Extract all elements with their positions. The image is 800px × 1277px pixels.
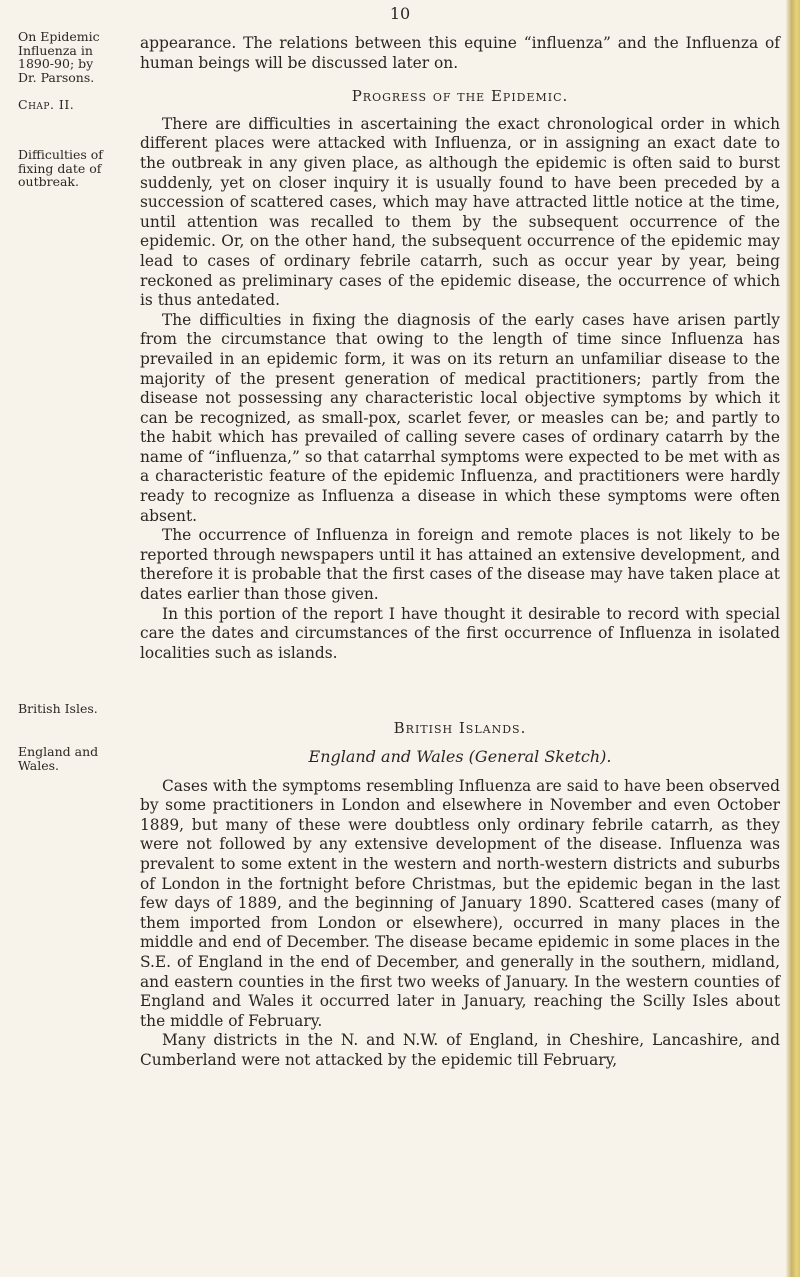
running-side-note: [18, 30, 118, 84]
page-gilt-edge: [786, 0, 800, 1277]
paragraph-difficulties: There are difficulties in ascertaining the exact chronological order in which different places were attacked with Influenza, or in assigning an exact date to the outbreak in any given place, as although the epidemic is often said to burst suddenly, yet on closer inquiry it is usually found to have been preceded by a succession of scattered cases, which may have attracted little notice at the time, until attention was recalled to them by the subsequent occurrence of the epidemic. Or, on the other hand, the subsequent occurrence of the epidemic may lead to cases of ordinary febrile catarrh, such as occur year by year, being reckoned as preliminary cases of the epidemic disease, the occurrence of which is thus antedated.: [140, 114, 780, 310]
main-text: [140, 34, 780, 1071]
paragraph-diagnosis: The difficulties in fixing the diagnosis of the early cases have arisen partly from the circumstance that owing to the length of time since Influenza has prevailed in an epidemic form, it was on its return an unfamiliar disease to the majority of the present generation of medical practitioners; partly from the disease not possessing any characteristic local objective symptoms by which it can be recognized, as small-pox, scarlet fever, or measles can be; and partly to the habit which has prevailed of calling severe cases of ordinary catarrh by the name of “influenza,” so that catarrhal symptoms were expected to be met with as a characteristic feature of the epidemic Influenza, and practitioners were hardly ready to recognize as Influenza a disease in which these symptoms were often absent.: [140, 310, 780, 525]
subheading-england-wales: England and Wales (General Sketch).: [308, 747, 612, 766]
section-heading-progress: Progress of the Epidemic.: [351, 87, 569, 106]
side-note-line: 1890-90; by: [18, 56, 94, 71]
side-note-line: Influenza in: [18, 42, 93, 58]
difficulties-side-note: [18, 148, 118, 189]
side-note-line: Difficulties of: [18, 147, 103, 162]
side-note-line: fixing date of: [18, 160, 102, 176]
paragraph-foreign-places: The occurrence of Influenza in foreign and remote places is not likely to be reported through newspapers until it has attained an extensive development, and therefore it is probable that the first cases of the disease may have taken place at dates earlier than those given.: [140, 526, 780, 604]
england-wales-side-note: [18, 745, 118, 772]
side-note-line: On Epidemic: [18, 29, 100, 44]
page-number: 10: [389, 4, 411, 23]
paragraph-isolated-localities: In this portion of the report I have thought it desirable to record with special care the dates and circumstances of the first occurrence of Influenza in isolated localities such as islands.: [140, 604, 780, 662]
section-heading-british-islands: British Islands.: [393, 719, 527, 738]
paragraph-northern-districts: Many districts in the N. and N.W. of England, in Cheshire, Lancashire, and Cumberland were not attacked by the epidemic till February,: [140, 1031, 780, 1069]
paragraph-england-sketch: Cases with the symptoms resembling Influenza are said to have been observed by some practitioners in London and elsewhere in November and even October 1889, but many of these were doubtless only ordinary febrile catarrh, as they were not followed by any extensive development of the disease. Influenza was prevalent to some extent in the western and north-western districts and suburbs of London in the fortnight before Christmas, but the epidemic began in the last few days of 1889, and the beginning of January 1890. Scattered cases (many of them imported from London or elsewhere), occurred in many places in the middle and end of December. The disease became epidemic in some places in the S.E. of England in the end of December, and generally in the southern, midland, and eastern counties in the first two weeks of January. In the western counties of England and Wales it occurred later in January, reaching the Scilly Isles about the middle of February.: [140, 776, 780, 1030]
side-note-line: outbreak.: [18, 174, 79, 189]
british-isles-side-note: British Isles.: [18, 701, 98, 716]
chapter-side-note: Chap. II.: [18, 97, 75, 112]
side-note-line: England and: [18, 744, 99, 759]
side-note-line: Wales.: [18, 757, 59, 773]
side-note-line: Dr. Parsons.: [18, 69, 95, 85]
intro-paragraph: appearance. The relations between this equine “influenza” and the Influenza of human beings will be discussed later on.: [140, 34, 780, 72]
